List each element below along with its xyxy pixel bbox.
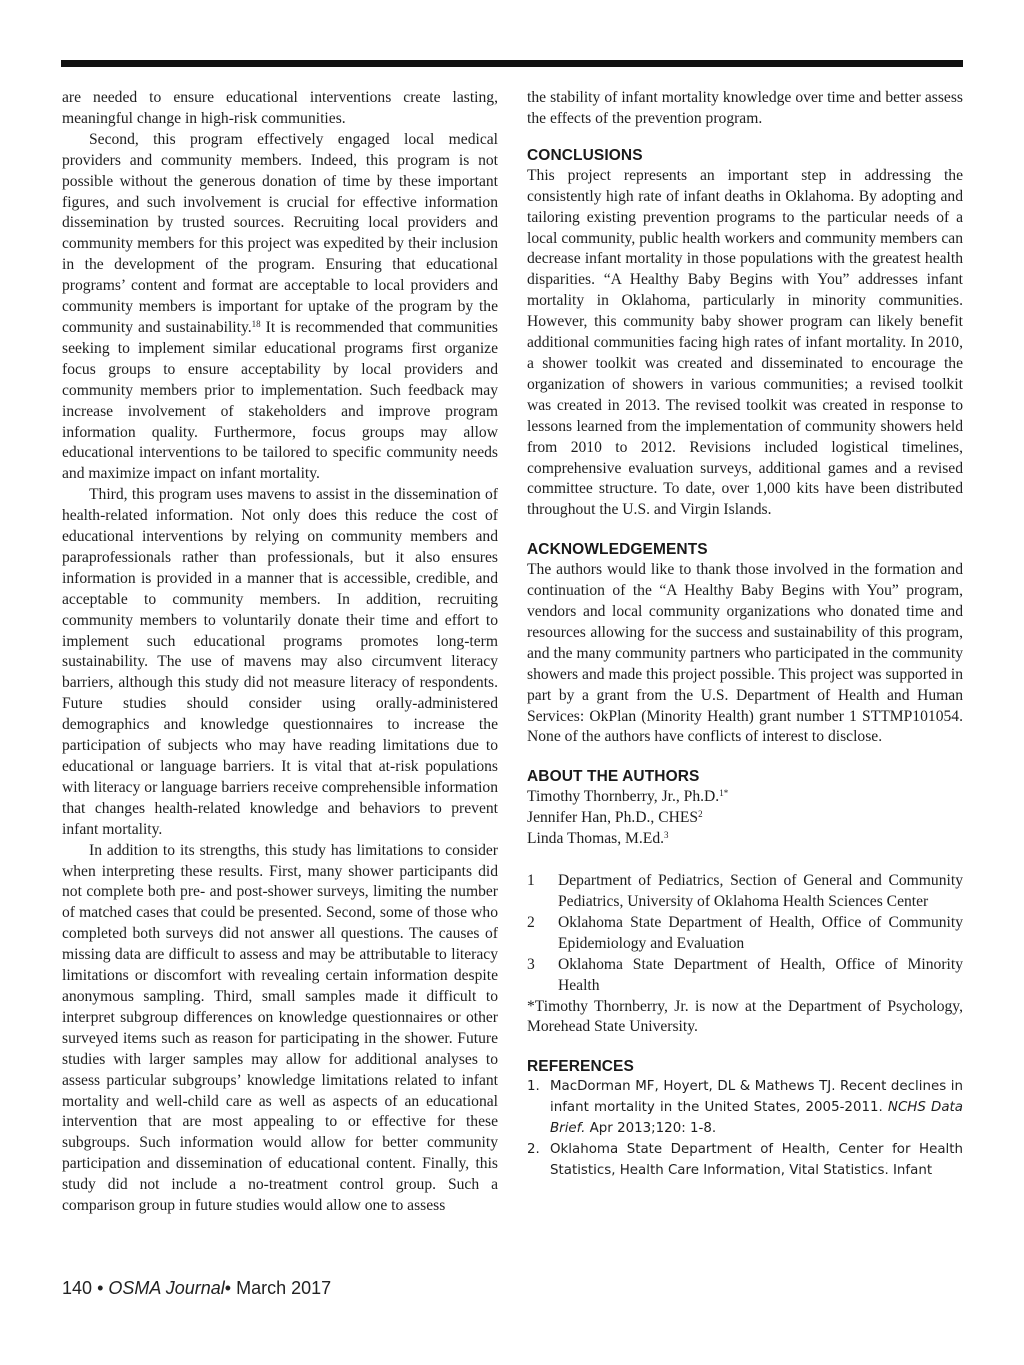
- affiliation-number: 2: [527, 913, 535, 931]
- author-note: *Timothy Thornberry, Jr. is now at the Department of Psychology, Morehead State University.: [527, 997, 963, 1036]
- reference-number: 1.: [527, 1079, 540, 1095]
- page-number: 140: [62, 1278, 93, 1298]
- conclusions-text: This project represents an important step in addressing the consistently high rate of infant deaths in Oklahoma. By adopting and tailoring existing prevention programs to the particular needs of a local community, public health workers and community members can decrease infant mortality in those populations with the greatest health disparities. “A Healthy Baby Begins with You” addresses infant mortality in Oklahoma, particularly in minority communities. However, this community baby shower program can likely benefit additional communities facing high rates of infant mortality. In 2010, a shower toolkit was created and disseminated to encourage the organization of showers in various communities; a revised toolkit was created in 2013. The revised toolkit was created in response to lessons learned from the implementation of community showers held from 2010 to 2012. Revisions included logistical timelines, comprehensive evaluation surveys, additional games and a revised committee structure. To date, over 1,000 kits have been distributed throughout the U.S. and Virgin Islands.: [527, 166, 963, 519]
- acknowledgements-text: The authors would like to thank those involved in the formation and continuation of the “A Healthy Baby Begins with You” program, vendors and local community organizations who donated time and resources allowing for the success and sustainability of this program, and the many community partners who participated in the community showers and made this project possible. This project was supported in part by a grant from the U.S. Department of Health and Human Services: OkPlan (Minority Health) grant number 1 STTMP101054. None of the authors have conflicts of interest to disclose.: [527, 561, 963, 746]
- reference-text: [550, 1077, 963, 1140]
- right-column: [527, 88, 963, 1182]
- issue-date: March 2017: [236, 1278, 332, 1298]
- affiliation-text: Department of Pediatrics, Section of General and Community Pediatrics, University of Oklahoma Health Sciences Center: [558, 872, 963, 910]
- paragraph-third: Third, this program uses mavens to assist in the dissemination of health-related information. Not only does this reduce the cost of educational interventions by relying on community members and paraprofessionals rather than professionals, but it also ensures information is provided in a manner that is accessible, credible, and acceptable to community members. In addition, recruiting community members to voluntarily donate their time and effort to implement such educational programs promotes long-term sustainability. The use of mavens may also circumvent literacy barriers, although this study did not measure literacy of respondents. Future studies should consider using orally-administered demographics and knowledge questionnaires to increase the participation of subjects who may have reading limitations due to educational or language barriers. It is vital that at-risk populations with literacy or language barriers receive comprehensible information that changes health-related knowledge and behaviors to prevent infant mortality.: [62, 486, 499, 838]
- paragraph-second-text-a: Second, this program effectively engaged local medical providers and community members. Indeed, this program is not possible without the generous donation of time by these important figures, and such involvement is crucial for effective information dissemination by trusted sources. Recruiting local providers and community members for this project was expedited by their inclusion in the development of the program. Ensuring that educational programs’ content and format are acceptable to local providers and community members is important for uptake of the program by the community and sustainability.: [62, 130, 498, 336]
- citation-18: 18: [251, 318, 261, 329]
- reference-number: 2.: [527, 1142, 540, 1158]
- affiliation-number: 3: [527, 955, 535, 973]
- conclusions-heading: CONCLUSIONS: [527, 146, 643, 164]
- affiliation-text: Oklahoma State Department of Health, Office of Minority Health: [558, 955, 963, 994]
- author-name: Jennifer Han, Ph.D., CHES: [527, 809, 699, 827]
- author-3: [527, 829, 963, 850]
- reference-journal: NCHS Data Brief.: [550, 1100, 963, 1137]
- affiliation-text: Oklahoma State Department of Health, Office of Community Epidemiology and Evaluation: [558, 913, 963, 952]
- reference-list: [527, 1077, 963, 1182]
- left-column: [62, 88, 498, 1217]
- references-heading: REFERENCES: [527, 1058, 634, 1076]
- affiliation-item: [527, 913, 963, 955]
- reference-item: [527, 1140, 963, 1182]
- paragraph-limitations: In addition to its strengths, this study has limitations to consider when interpreting these results. First, many shower participants did not complete both pre- and post-shower surveys, limiting the number of matched cases that could be presented. Second, some of those who completed both surveys did not answer all questions. The causes of missing data are difficult to assess and may be attributable to literacy limitations or discomfort with revealing certain information despite anonymous sampling. Third, small samples made it difficult to interpret subgroup differences on knowledge questionnaires or other surveyed items such as reason for participating in the shower. Future studies with larger samples may allow for additional analyses to assess particular subgroups’ knowledge limitations related to infant mortality and well-child care as well as aspects of an educational intervention that are most appealing to or effective for these subgroups. Such information would allow for better community participation and dissemination of educational content. Finally, this study did not include a no-treatment control group. Such a comparison group in future studies would allow one to assess: [62, 841, 498, 1215]
- affiliation-list: [527, 871, 963, 996]
- author-1: [527, 787, 963, 808]
- author-sup: 3: [664, 830, 669, 841]
- reference-tail: Apr 2013;120: 1-8.: [585, 1121, 717, 1137]
- bullet-separator: •: [97, 1278, 104, 1298]
- top-rule: [61, 60, 963, 67]
- reference-body: MacDorman MF, Hoyert, DL & Mathews TJ. Recent declines in infant mortality in the United States, 2005-2011.: [550, 1079, 963, 1116]
- reference-text: Oklahoma State Department of Health, Center for Health Statistics, Health Care Information, Vital Statistics. Infant: [550, 1142, 963, 1178]
- paragraph-continuation-right: the stability of infant mortality knowledge over time and better assess the effects of the prevention program.: [527, 89, 963, 127]
- author-2: [527, 808, 963, 829]
- affiliation-item: [527, 955, 963, 997]
- bullet-separator: •: [224, 1278, 232, 1298]
- paragraph-second: [62, 130, 498, 485]
- author-name: Timothy Thornberry, Jr., Ph.D.: [527, 788, 720, 806]
- author-name: Linda Thomas, M.Ed.: [527, 830, 665, 848]
- author-sup: 2: [698, 809, 703, 820]
- acknowledgements-heading: ACKNOWLEDGEMENTS: [527, 541, 708, 559]
- journal-name: OSMA Journal: [108, 1278, 225, 1298]
- affiliation-number: 1: [527, 872, 535, 890]
- paragraph-continuation: are needed to ensure educational interventions create lasting, meaningful change in high-risk communities.: [62, 89, 498, 127]
- about-authors-heading: ABOUT THE AUTHORS: [527, 768, 700, 786]
- author-sup: 1*: [719, 788, 729, 799]
- page-footer: [62, 1278, 331, 1299]
- affiliation-item: [527, 871, 963, 913]
- paragraph-second-text-b: It is recommended that communities seeking to implement similar educational programs first organize focus groups to ensure acceptability by local providers and community members prior to implementation. Such feedback may increase involvement of stakeholders and improve program information quality. Furthermore, focus groups may allow educational interventions to be tailored to specific community needs and maximize impact on infant mortality.: [62, 318, 498, 483]
- reference-item: [527, 1077, 963, 1140]
- author-list: [527, 787, 963, 850]
